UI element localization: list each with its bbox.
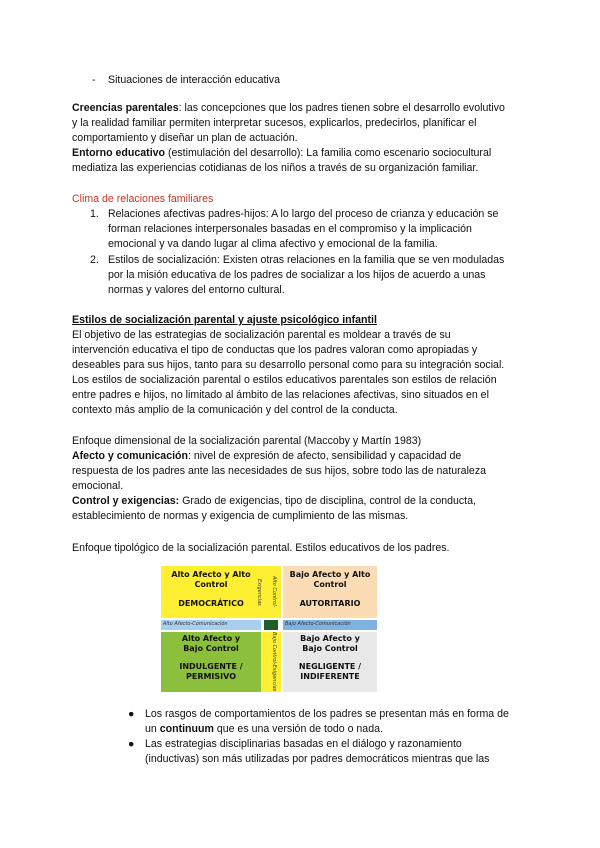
enfoque-tipologico-title: Enfoque tipológico de la socialización parental. Estilos educativos de los padres. <box>72 542 450 554</box>
dash-marker: - <box>92 74 96 86</box>
strip-alto-afecto: Alto Afecto-Comunicación <box>161 620 261 630</box>
estilos-line: El objetivo de las estrategias de socialización parental es moldear a través de su <box>72 329 451 341</box>
estilos-line: intervención educativa el tipo de conductas que los padres valoran como apropiadas y <box>72 344 478 356</box>
estilos-line: Los estilos de socialización parental o estilos educativos parentales son estilos de relación <box>72 374 497 386</box>
continuum-term: continuum <box>159 723 214 735</box>
bullet-line: (inductivas) son más utilizadas por padres democráticos mientras que las <box>145 753 490 765</box>
list-number: 1. <box>90 208 99 220</box>
entorno-term: Entorno educativo <box>72 147 165 159</box>
democratico-label: DEMOCRÁTICO <box>178 599 244 608</box>
creencias-term: Creencias parentales <box>72 102 179 114</box>
control-term: Control y exigencias: <box>72 495 180 507</box>
indulgente-label: INDULGENTE / <box>179 662 243 671</box>
bullet-dot: ● <box>128 708 135 720</box>
vstrip-bajo-control: Bajo Control-Exigencias <box>261 632 281 692</box>
bullet-line: un continuum que es una versión de todo o nada. <box>145 723 383 735</box>
clima-item-line: por la misión educativa de los padres de socializar a los hijos de acuerdo a unas <box>108 269 486 281</box>
afecto-line: respuesta de los padres ante las necesidades de sus hijos, sobre todo las de naturaleza <box>72 465 487 477</box>
bullet-line: Las estrategias disciplinarias basadas en el diálogo y razonamiento <box>145 738 462 750</box>
quadrant-democratico: Alto Afecto y Alto Control DEMOCRÁTICO <box>161 566 261 618</box>
bullet-dot: ● <box>128 738 135 750</box>
vstrip-alto-control: Alto Control-Exigencias <box>261 566 281 618</box>
strip-bajo-afecto: Bajo Afecto-Comunicación <box>283 620 377 630</box>
clima-item-line: Relaciones afectivas padres-hijos: A lo largo del proceso de crianza y educación se <box>108 208 499 220</box>
quadrant-negligente: Bajo Afecto y Bajo Control NEGLIGENTE / INDIFERENTE <box>283 632 377 692</box>
clima-item-line: forman relaciones interpersonales basadas en el compromiso y la implicación <box>108 223 472 235</box>
estilos-line: contexto más amplio de la comunicación y del control de la conducta. <box>72 404 398 416</box>
list-item-situaciones: Situaciones de interacción educativa <box>108 74 280 86</box>
quadrant-autoritario: Bajo Afecto y Alto Control AUTORITARIO <box>283 566 377 618</box>
entorno-line: mediatiza las experiencias cotidianas de los niños a través de su organización familiar. <box>72 162 479 174</box>
creencias-line: y la realidad familiar permiten interpretar sucesos, explicarlos, predecirlos, planificar el <box>72 117 477 129</box>
estilos-heading: Estilos de socialización parental y ajuste psicológico infantil <box>72 314 377 326</box>
clima-item-line: normas y valores del entorno cultural. <box>108 284 285 296</box>
estilos-line: deseables para sus hijos, tanto para su desarrollo personal como para su integración social. <box>72 359 505 371</box>
entorno-paragraph: Entorno educativo (estimulación del desarrollo): La familia como escenario sociocultural <box>72 147 492 159</box>
creencias-line: comportamiento y diseñar un plan de actuación. <box>72 132 298 144</box>
negligente-label: NEGLIGENTE / <box>298 662 362 671</box>
list-number: 2. <box>90 254 99 266</box>
control-line: establecimiento de normas y exigencia de cumplimiento de las mismas. <box>72 510 409 522</box>
control-paragraph: Control y exigencias: Grado de exigencias, tipo de disciplina, control de la conducta, <box>72 495 476 507</box>
afecto-term: Afecto y comunicación <box>72 450 188 462</box>
estilos-line: entre padres e hijos, no limitado al ámbito de las relaciones afectivas, sino situados en el <box>72 389 489 401</box>
clima-item-line: emocional y va dando lugar al clima afectivo y emocional de la familia. <box>108 238 438 250</box>
afecto-paragraph: Afecto y comunicación: nivel de expresión de afecto, sensibilidad y capacidad de <box>72 450 462 462</box>
parenting-styles-figure <box>161 566 377 692</box>
enfoque-dimensional-title: Enfoque dimensional de la socialización parental (Maccoby y Martín 1983) <box>72 435 422 447</box>
autoritario-label: AUTORITARIO <box>299 599 361 608</box>
bullet-line: Los rasgos de comportamientos de los padres se presentan más en forma de <box>145 708 509 720</box>
quadrant-indulgente: Alto Afecto y Bajo Control INDULGENTE / PERMISIVO <box>161 632 261 692</box>
clima-heading: Clima de relaciones familiares <box>72 193 214 205</box>
center-square <box>264 620 278 630</box>
creencias-paragraph: Creencias parentales: las concepciones que los padres tienen sobre el desarrollo evolutivo <box>72 102 505 114</box>
afecto-line: emocional. <box>72 480 124 492</box>
clima-item-line: Estilos de socialización: Existen otras relaciones en la familia que se ven moduladas <box>108 254 505 266</box>
